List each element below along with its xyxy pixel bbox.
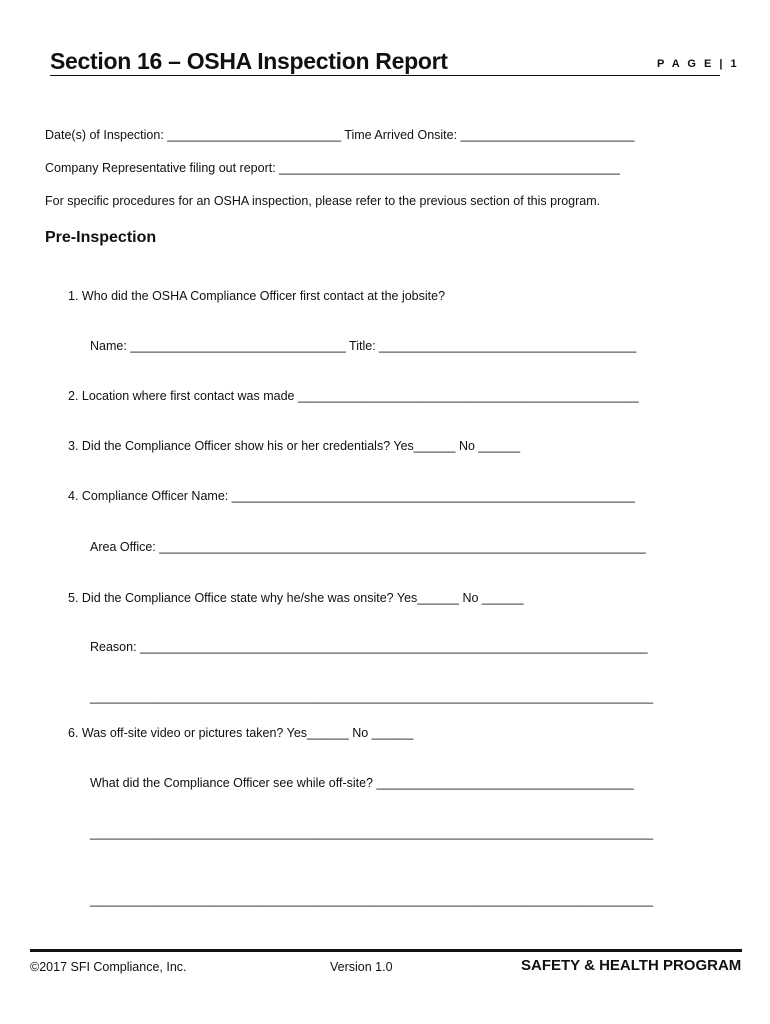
question-4: 4. Compliance Officer Name: __________________________________________________________: [68, 489, 635, 503]
question-4-area-office: Area Office: ______________________________________________________________________: [90, 540, 646, 554]
question-2: 2. Location where first contact was made _________________________________________________: [68, 389, 639, 403]
question-1: 1. Who did the OSHA Compliance Officer first contact at the jobsite?: [68, 289, 446, 303]
question-1-name-title: Name: _______________________________ Title: _____________________________________: [90, 339, 637, 353]
question-5-blank-line: _________________________________________________________________________________: [90, 690, 654, 704]
footer-program-name: SAFETY & HEALTH PROGRAM: [521, 957, 742, 974]
procedures-note: For specific procedures for an OSHA inspection, please refer to the previous section of this program.: [45, 194, 601, 208]
question-6-blank-line-2: _________________________________________________________________________________: [90, 893, 654, 907]
section-heading-pre-inspection: Pre-Inspection: [45, 229, 157, 246]
question-5-reason: Reason: _________________________________________________________________________: [90, 640, 648, 654]
question-6-blank-line-1: _________________________________________________________________________________: [90, 826, 654, 840]
footer-version: Version 1.0: [330, 960, 393, 974]
company-representative-line: Company Representative filing out report: _________________________________________________: [45, 161, 620, 175]
page-title: Section 16 – OSHA Inspection Report: [50, 48, 448, 74]
question-6-what-seen: What did the Compliance Officer see while off-site? _____________________________________: [90, 776, 634, 790]
question-5: 5. Did the Compliance Office state why he/she was onsite? Yes______ No ______: [68, 591, 524, 605]
inspection-date-line: Date(s) of Inspection: _________________________ Time Arrived Onsite: _________________________: [45, 128, 635, 142]
title-underline: [50, 75, 720, 76]
question-3: 3. Did the Compliance Officer show his or her credentials? Yes______ No ______: [68, 439, 521, 453]
question-6: 6. Was off-site video or pictures taken? Yes______ No ______: [68, 726, 414, 740]
page-number-label: P A G E | 1: [657, 58, 740, 70]
footer-divider: [30, 949, 742, 952]
footer-copyright: ©2017 SFI Compliance, Inc.: [30, 960, 187, 974]
